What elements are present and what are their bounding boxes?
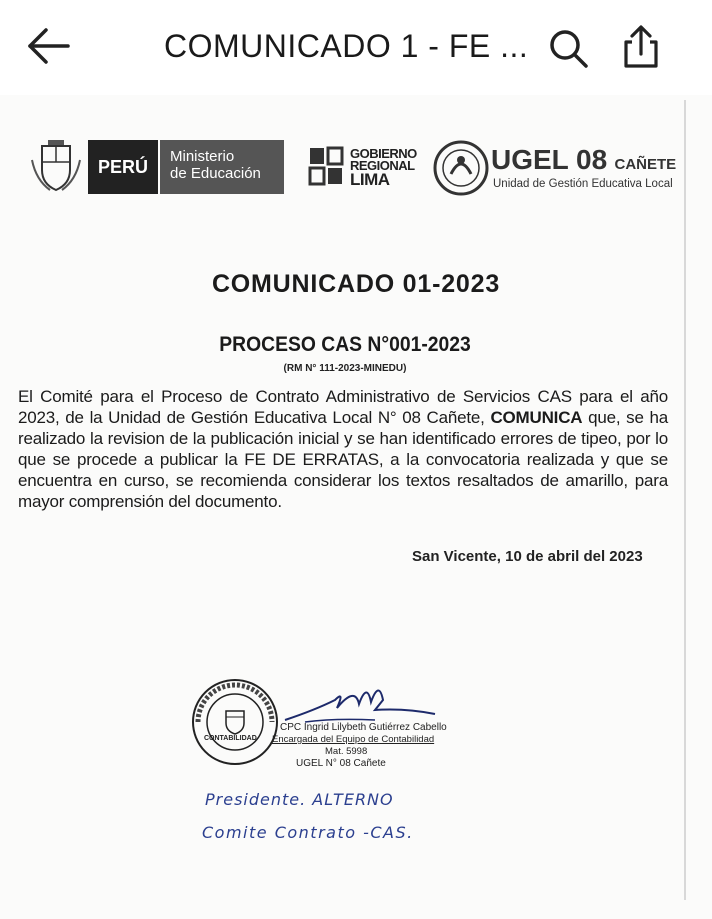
handwritten-note-line2: Comite Contrato -CAS. — [202, 823, 414, 842]
back-arrow-icon[interactable] — [24, 26, 72, 66]
gobierno-line3: LIMA — [350, 170, 390, 189]
signer-registration: Mat. 5998 — [325, 746, 368, 757]
logo-header — [28, 140, 677, 200]
ugel-main-text: UGEL 08 — [491, 144, 608, 175]
body-text-part1: El Comité para el Proceso de Contrato Administrativo de Servicios CAS para el año 2023, de la Unidad de Gestión Educativa Local N° 08 Cañete, — [18, 387, 668, 427]
app-header — [0, 0, 712, 95]
comunicado-title: COMUNICADO 01-2023 — [211, 270, 501, 298]
ministerio-line2: de Educación — [170, 165, 261, 182]
gobierno-regional-logo — [308, 146, 417, 192]
proceso-subtitle: PROCESO CAS N°001-2023 — [219, 333, 471, 356]
gobierno-line1: GOBIERNO — [350, 146, 417, 161]
peru-logo: PERÚ — [88, 140, 158, 194]
body-text-bold: COMUNICA — [490, 408, 583, 427]
ugel-logo — [433, 140, 677, 198]
handwritten-note-line1: Presidente. ALTERNO — [205, 790, 394, 809]
ugel-suffix-text: CAÑETE — [614, 156, 677, 173]
ministerio-logo — [160, 140, 284, 194]
seal-text: CONTABILIDAD — [204, 735, 257, 742]
signer-name: CPC Ingrid Lilybeth Gutiérrez Cabello — [280, 722, 447, 733]
gobierno-line2: REGIONAL — [350, 158, 415, 173]
signer-role: Encargada del Equipo de Contabilidad — [272, 734, 435, 745]
search-icon[interactable] — [546, 26, 590, 70]
official-seal-icon — [190, 677, 280, 767]
ministerio-line1: Ministerio — [170, 148, 235, 165]
comunicado-body — [18, 386, 668, 512]
body-text-part2: que, se ha realizado la revision de la publicación inicial y se han identificado errores de tipeo, por lo que se procede a publicar la FE DE ERRATAS, a la convocatoria realizada y que se encuentra en curso, se recomienda considerar los textos resaltados de amarillo, para mayor comprensión del documento. — [18, 408, 668, 511]
ugel-emblem-icon — [433, 140, 489, 196]
gobierno-emblem-icon — [308, 146, 346, 186]
signer-office: UGEL N° 08 Cañete — [296, 758, 386, 769]
document-date: San Vicente, 10 de abril del 2023 — [412, 548, 643, 565]
rm-reference: (RM N° 111-2023-MINEDU) — [283, 363, 407, 374]
ugel-subtitle: Unidad de Gestión Educativa Local — [493, 178, 673, 190]
document-title: COMUNICADO 1 - FE ... — [164, 28, 529, 64]
peru-coat-of-arms-icon — [28, 140, 84, 194]
share-icon[interactable] — [618, 24, 664, 70]
page-edge — [684, 100, 686, 900]
